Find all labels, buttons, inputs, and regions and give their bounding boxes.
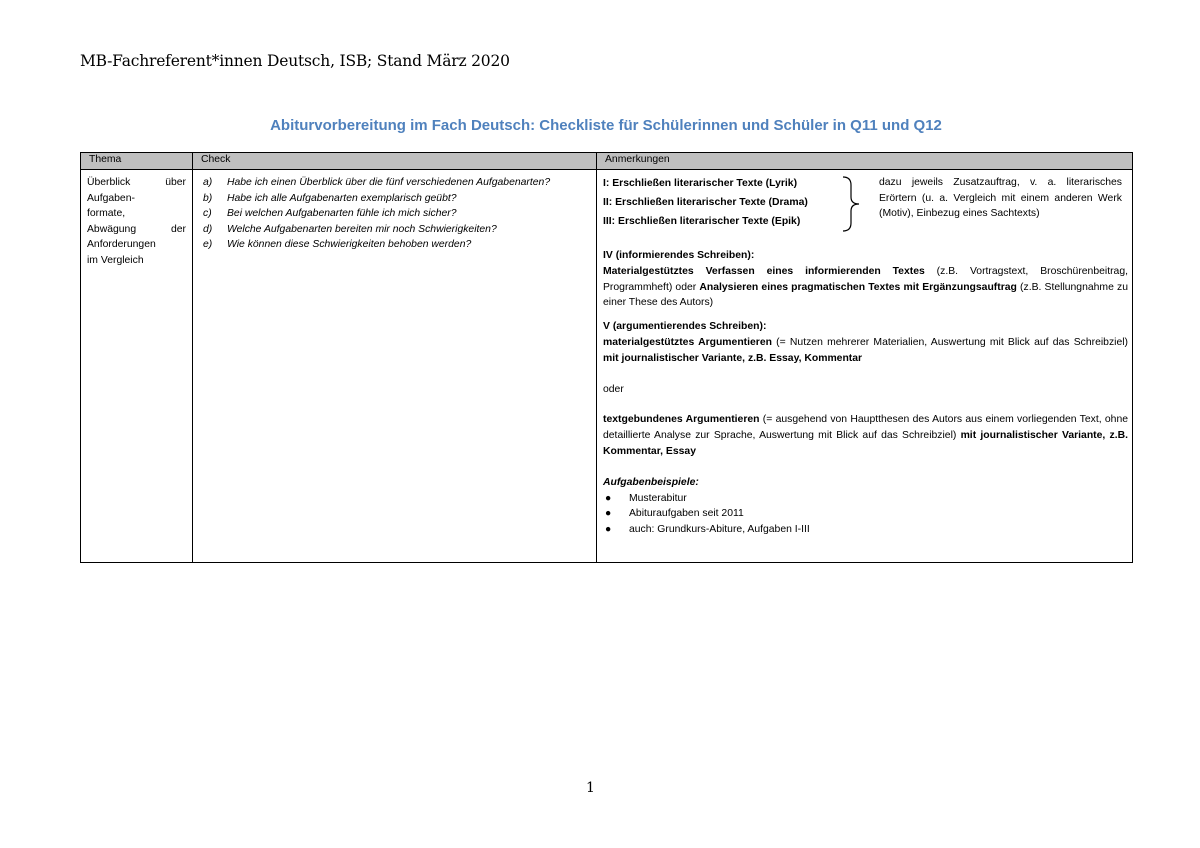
column-header-anmerkungen: Anmerkungen xyxy=(597,153,1133,170)
check-marker: c) xyxy=(203,208,212,220)
example-text: Abituraufgaben seit 2011 xyxy=(629,508,744,520)
check-item xyxy=(203,222,590,238)
topic-text xyxy=(87,175,186,269)
page-number: 1 xyxy=(586,780,595,796)
genre-item: I: Erschließen literarischer Texte (Lyrik) xyxy=(603,178,798,189)
genre-list xyxy=(603,174,839,231)
genre-item: II: Erschließen literarischer Texte (Drama) xyxy=(603,197,808,208)
check-question: Bei welchen Aufgabenarten fühle ich mich sicher? xyxy=(227,208,457,220)
topic-cell xyxy=(81,170,193,563)
example-text: Musterabitur xyxy=(629,492,687,504)
check-marker: e) xyxy=(203,239,213,251)
list-item xyxy=(603,506,1128,522)
check-item xyxy=(203,175,590,191)
text-normal: (= Nutzen mehrerer Materialien, Auswertung mit Blick auf das Schreibziel) xyxy=(771,336,1128,348)
check-question: Habe ich alle Aufgabenarten exemplarisch geübt? xyxy=(227,192,457,204)
topic-word: der xyxy=(170,223,186,235)
check-marker: a) xyxy=(203,177,213,188)
topic-line: Anforderungen xyxy=(87,239,156,251)
topic-word: Abwägung xyxy=(87,223,137,235)
literary-genres-block xyxy=(603,175,1128,231)
section-v-text xyxy=(603,335,1128,367)
text-bold: Materialgestütztes Verfassen eines informierenden Textes xyxy=(603,265,925,277)
examples-block xyxy=(603,475,1128,538)
text-bold: mit journalistischer Variante, z.B. Essay, Kommentar xyxy=(603,352,863,364)
topic-word: Überblick xyxy=(87,177,131,188)
text-normal: (z.B. Stellungnahme zu einer These des Autors) xyxy=(603,281,1128,309)
check-item xyxy=(203,237,590,253)
check-list xyxy=(203,175,590,253)
table-row xyxy=(81,170,1133,563)
or-connector: oder xyxy=(603,383,624,395)
text-bold: Analysieren eines pragmatischen Textes mit Ergänzungsauftrag xyxy=(699,281,1017,293)
examples-heading: Aufgabenbeispiele: xyxy=(603,476,699,488)
list-item xyxy=(603,491,1128,507)
section-iv-text xyxy=(603,264,1128,311)
check-marker: b) xyxy=(203,192,213,204)
curly-brace-icon xyxy=(839,175,875,231)
bullet-icon: ● xyxy=(605,508,612,520)
column-header-thema: Thema xyxy=(81,153,193,170)
topic-line: formate, xyxy=(87,208,126,220)
text-normal: (z.B. Vortragstext, Broschürenbeitrag, Programmheft) oder xyxy=(603,265,1128,293)
page-title: Abiturvorbereitung im Fach Deutsch: Checkliste für Schülerinnen und Schüler in Q11 und Q12 xyxy=(270,117,942,134)
check-marker: d) xyxy=(203,223,213,235)
section-iv xyxy=(603,248,1128,311)
check-cell xyxy=(193,170,597,563)
topic-word: über xyxy=(165,177,186,188)
bullet-icon: ● xyxy=(605,492,612,504)
table-header-row xyxy=(81,153,1133,170)
list-item xyxy=(603,522,1128,538)
text-normal: (= ausgehend von Hauptthesen des Autors aus einem vorliegenden Text, ohne detaillierte Analyse zur Sprache, Auswertung mit Blick auf das Schreibziel) xyxy=(603,414,1129,442)
topic-line: im Vergleich xyxy=(87,254,144,266)
section-iv-heading: IV (informierendes Schreiben): xyxy=(603,250,755,261)
column-header-check: Check xyxy=(193,153,597,170)
check-question: Wie können diese Schwierigkeiten behoben werden? xyxy=(227,239,472,251)
check-item xyxy=(203,191,590,207)
section-v-heading: V (argumentierendes Schreiben): xyxy=(603,321,767,333)
text-bold: mit journalistischer Variante, z.B. Kommentar, Essay xyxy=(603,430,1128,457)
section-v xyxy=(603,319,1128,460)
bullet-icon: ● xyxy=(605,524,612,536)
genre-item: III: Erschließen literarischer Texte (Epik) xyxy=(603,216,801,227)
example-text: auch: Grundkurs-Abiture, Aufgaben I-III xyxy=(629,524,810,536)
section-v-text-alt xyxy=(603,412,1128,459)
checklist-table xyxy=(80,152,1133,563)
text-bold: materialgestütztes Argumentieren xyxy=(603,336,772,348)
genres-additional-task: dazu jeweils Zusatzauftrag, v. a. literarisches Erörtern (u. a. Vergleich mit einem anderen Werk (Motiv), Einbezug eines Sachtexts) xyxy=(879,177,1122,219)
text-bold: textgebundenes Argumentieren xyxy=(603,414,760,426)
examples-list xyxy=(603,491,1128,538)
check-item xyxy=(203,206,590,222)
topic-line: Aufgaben- xyxy=(87,192,135,204)
notes-cell xyxy=(597,170,1133,563)
document-header: MB-Fachreferent*innen Deutsch, ISB; Stand März 2020 xyxy=(80,52,510,70)
check-question: Welche Aufgabenarten bereiten mir noch Schwierigkeiten? xyxy=(227,223,497,235)
check-question: Habe ich einen Überblick über die fünf verschiedenen Aufgabenarten? xyxy=(227,177,551,188)
